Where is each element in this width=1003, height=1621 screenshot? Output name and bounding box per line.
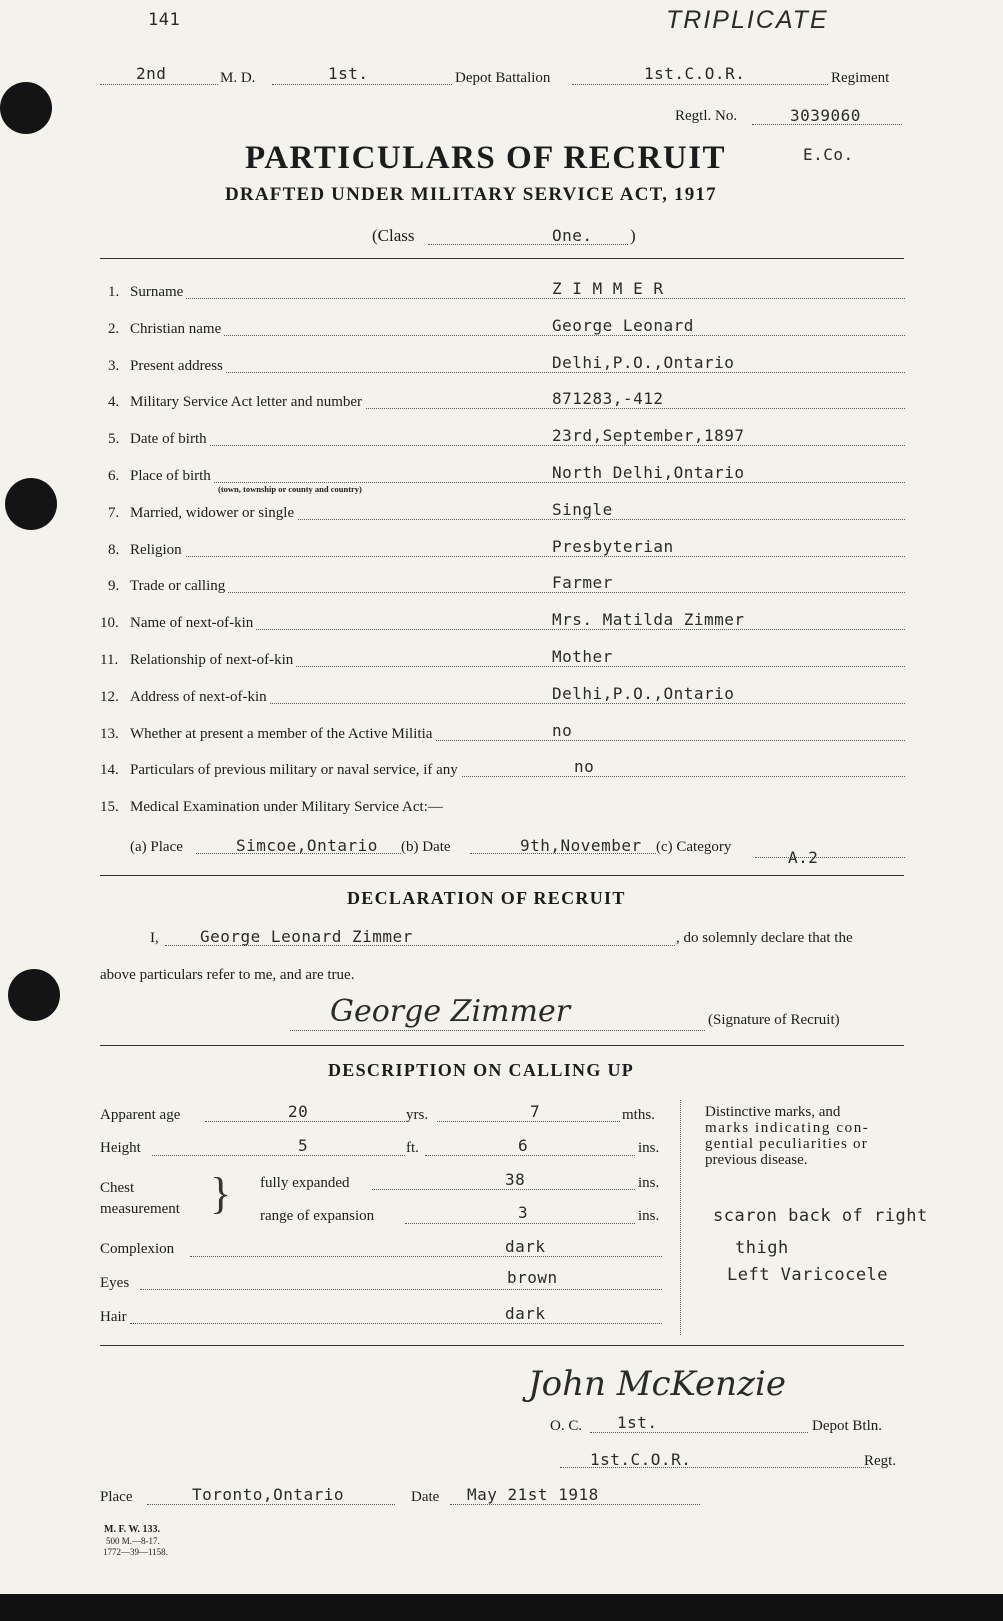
class-open: (Class [372,226,415,245]
particular-number: 5. [108,431,120,447]
footer-place-value: Toronto,Ontario [192,1485,344,1504]
officer-signature: John McKenzie [528,1364,786,1404]
marks-line-1: Distinctive marks, and [705,1104,841,1120]
particular-label: Place of birth [130,468,214,485]
chest-label-1: Chest [100,1180,135,1196]
depot-value: 1st. [328,64,369,83]
particular-value: Mrs. Matilda Zimmer [552,610,745,629]
chest-brace: } [210,1169,232,1218]
eyes-value: brown [507,1268,558,1287]
yrs-label: yrs. [406,1107,429,1123]
description-heading: DESCRIPTION ON CALLING UP [328,1060,635,1080]
regtl-value: 3039060 [790,106,861,125]
form-number-2: 500 M.—8-17. [106,1536,160,1546]
declaration-name: George Leonard Zimmer [200,927,413,946]
recruit-signature: George Zimmer [330,994,571,1029]
particular-number: 2. [108,321,120,337]
particular-number: 11. [100,652,119,668]
particular-number: 15. [100,799,119,815]
ft-label: ft. [406,1140,419,1156]
copy-stamp: TRIPLICATE [666,6,829,34]
declaration-text-2: above particulars refer to me, and are true. [100,967,355,983]
marks-value-1: scaron back of right [713,1206,928,1226]
marks-value-2: thigh [735,1238,789,1258]
particular-value: Delhi,P.O.,Ontario [552,353,735,372]
medical-place-value: Simcoe,Ontario [236,836,378,855]
particular-number: 10. [100,615,119,631]
medical-date-value: 9th,November [520,836,642,855]
particular-number: 4. [108,394,120,410]
height-label: Height [100,1140,141,1156]
age-months: 7 [530,1102,541,1121]
medical-category-value: A.2 [788,848,819,867]
class-close: ) [630,226,636,245]
btln-label: Depot Btln. [812,1418,882,1434]
corner-mark: 141 [148,10,181,30]
punch-hole-middle [5,478,57,530]
particular-number: 13. [100,726,119,742]
oc-value: 1st. [617,1413,658,1432]
particular-label: Particulars of previous military or naval service, if any [130,762,461,779]
footer-date-label: Date [411,1489,440,1505]
punch-hole-top [0,82,52,134]
particular-value: Z I M M E R [552,279,664,298]
form-number-1: M. F. W. 133. [104,1524,161,1535]
ins-label-height: ins. [638,1140,660,1156]
particular-value: 871283,-412 [552,389,664,408]
particular-label: Medical Examination under Military Service Act:— [130,799,446,816]
particular-value: Mother [552,647,613,666]
mths-label: mths. [622,1107,655,1123]
md-label: M. D. [220,70,256,86]
punch-hole-bottom [8,969,60,1021]
medical-date-label: (b) Date [401,839,451,855]
marks-line-4: previous disease. [705,1152,808,1168]
particular-label: Address of next-of-kin [130,689,270,706]
particular-number: 14. [100,762,119,778]
particular-label: Christian name [130,321,224,338]
hair-label: Hair [100,1309,127,1325]
hair-value: dark [505,1304,546,1323]
fully-value: 38 [505,1170,526,1189]
form-number-3: 1772—39—1158. [103,1547,168,1557]
particular-value: Delhi,P.O.,Ontario [552,684,735,703]
declaration-heading: DECLARATION OF RECRUIT [347,888,626,908]
particular-value: Presbyterian [552,537,674,556]
medical-place-label: (a) Place [130,839,183,855]
ins-label-range: ins. [638,1208,660,1224]
particular-number: 6. [108,468,120,484]
marks-line-3: gential peculiarities or [705,1136,868,1152]
complexion-value: dark [505,1237,546,1256]
footer-place-label: Place [100,1489,133,1505]
range-value: 3 [518,1203,529,1222]
particular-number: 1. [108,284,120,300]
particular-value: Single [552,500,613,519]
depot-label: Depot Battalion [455,70,551,86]
height-in: 6 [518,1136,529,1155]
age-label: Apparent age [100,1107,181,1123]
particular-label: Surname [130,284,186,301]
particular-label: Married, widower or single [130,505,297,522]
particular-value: George Leonard [552,316,694,335]
footer-date-value: May 21st 1918 [467,1485,599,1504]
particular-number: 12. [100,689,119,705]
regiment-label: Regiment [831,70,890,86]
particular-number: 3. [108,358,120,374]
particular-label: Religion [130,542,185,559]
particular-label: Present address [130,358,226,375]
marks-line-2: marks indicating con- [705,1120,870,1136]
regt-value: 1st.C.O.R. [590,1450,692,1469]
md-value: 2nd [136,64,167,83]
particular-label: Name of next-of-kin [130,615,256,632]
form-title: PARTICULARS OF RECRUIT [245,140,727,176]
regt-label: Regt. [864,1453,897,1469]
particular-note: (town, township or county and country) [218,484,362,494]
particular-label: Whether at present a member of the Active Militia [130,726,435,743]
age-years: 20 [288,1102,309,1121]
particular-label: Trade or calling [130,578,228,595]
particular-label: Relationship of next-of-kin [130,652,296,669]
particular-value: Farmer [552,573,613,592]
regiment-value: 1st.C.O.R. [644,64,746,83]
particular-label: Date of birth [130,431,210,448]
chest-label-2: measurement [100,1201,180,1217]
particular-value: 23rd,September,1897 [552,426,745,445]
range-label: range of expansion [260,1208,375,1224]
declaration-i: I, [150,930,159,946]
particular-number: 7. [108,505,120,521]
scan-edge [0,1594,1003,1621]
particular-value: no [552,721,573,740]
fully-label: fully expanded [260,1175,350,1191]
particular-number: 8. [108,542,120,558]
marks-value-3: Left Varicocele [727,1265,889,1285]
particular-value: North Delhi,Ontario [552,463,745,482]
height-ft: 5 [298,1136,309,1155]
signature-label: (Signature of Recruit) [708,1012,840,1028]
particular-number: 9. [108,578,120,594]
declaration-text-1: , do solemnly declare that the [676,930,853,946]
regtl-label: Regtl. No. [675,108,738,124]
company-value: E.Co. [803,145,854,164]
eyes-label: Eyes [100,1275,130,1291]
medical-category-label: (c) Category [656,839,732,855]
complexion-label: Complexion [100,1241,175,1257]
description-divider [680,1100,681,1335]
form-subtitle: DRAFTED UNDER MILITARY SERVICE ACT, 1917 [225,184,717,205]
ins-label-fully: ins. [638,1175,660,1191]
particular-value: no [574,757,595,776]
class-value: One. [552,226,593,245]
oc-label: O. C. [550,1418,583,1434]
particular-label: Military Service Act letter and number [130,394,365,411]
